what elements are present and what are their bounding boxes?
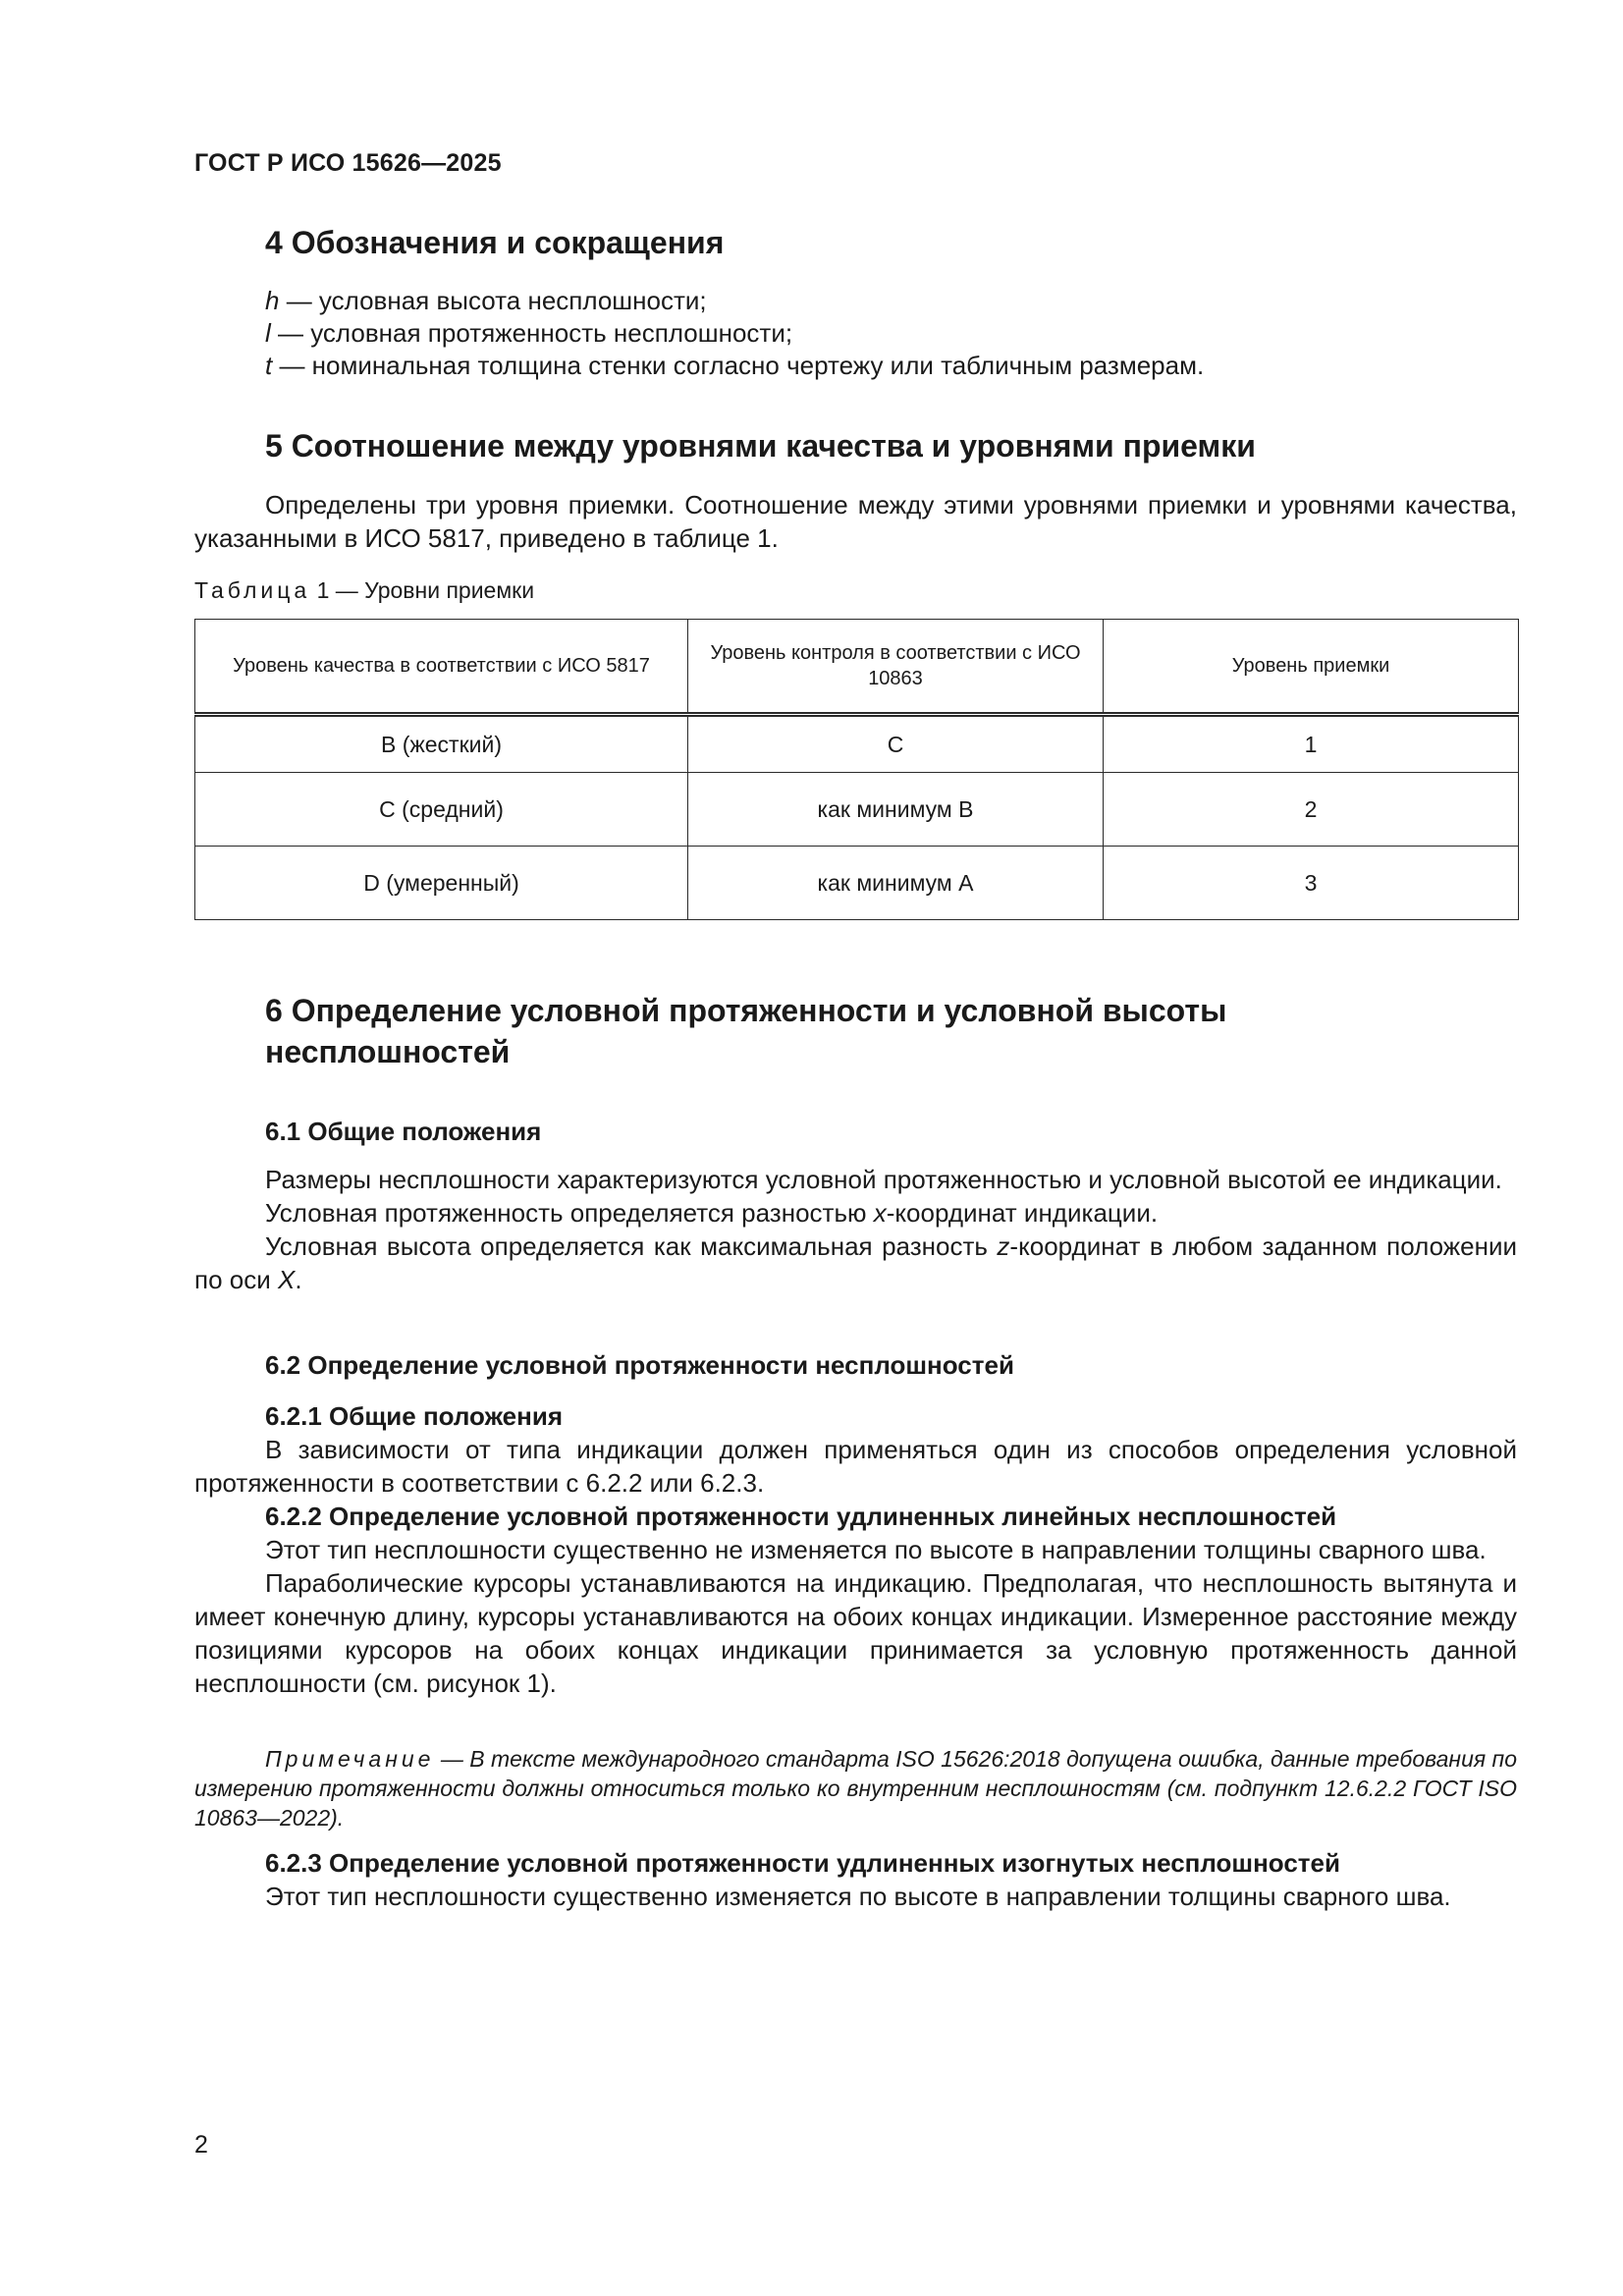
table-cell: 2 <box>1104 773 1519 847</box>
subsection-6-2-1-paragraph: В зависимости от типа индикации должен применяться один из способов определения условной протяженности в соответствии с 6.2.2 или 6.2.3. <box>194 1435 1517 1498</box>
subsection-6-1-body <box>194 1163 1517 1296</box>
paragraph: Этот тип несплошности существенно не изменяется по высоте в направлении толщины сварного шва. <box>265 1535 1487 1564</box>
section-5-title: 5 Соотношение между уровнями качества и уровнями приемки <box>265 428 1256 464</box>
document-code: ГОСТ Р ИСО 15626—2025 <box>194 149 502 177</box>
table-cell: С <box>688 715 1104 773</box>
note-text: — В тексте международного стандарта ISO 15626:2018 допущена ошибка, данные требования по измерению протяженности должны относиться только ко внутренним несплошностям (см. подпункт 12.6.2.2 ГОСТ ISO 10863—2022). <box>194 1746 1517 1831</box>
symbols-list <box>265 285 1204 382</box>
symbol-item <box>265 317 1204 350</box>
table-cell: 3 <box>1104 847 1519 920</box>
table-cell: D (умеренный) <box>195 847 688 920</box>
page-number: 2 <box>194 2131 208 2159</box>
paragraph <box>194 1196 1517 1230</box>
table-cell: как минимум А <box>688 847 1104 920</box>
table-caption-text: 1 — Уровни приемки <box>310 577 535 603</box>
table-header-cell: Уровень качества в соответствии с ИСО 5817 <box>195 620 688 715</box>
symbol-item <box>265 350 1204 382</box>
variable-z: z <box>997 1231 1010 1261</box>
section-6-title-line2: несплошностей <box>265 1034 511 1069</box>
subsection-6-2-2-body <box>194 1533 1517 1700</box>
paragraph: Параболические курсоры устанавливаются на индикацию. Предполагая, что несплошность вытянута и имеет конечную длину, курсоры устанавливаются на обоих концах индикации. Измеренное расстояние между позициями курсоров на обоих концах индикации принимается за условную протяженность данной несплошности (см. рисунок 1). <box>194 1568 1517 1698</box>
text-fragment: Условная протяженность определяется разностью <box>265 1198 874 1228</box>
variable-x: x <box>873 1198 887 1228</box>
note-label: Примечание <box>265 1746 435 1772</box>
table-caption-label: Таблица <box>194 577 311 603</box>
table-cell: 1 <box>1104 715 1519 773</box>
note <box>194 1744 1517 1832</box>
paragraph: Размеры несплошности характеризуются условной протяженностью и условной высотой ее индикации. <box>265 1165 1502 1194</box>
symbol-text: — условная протяженность несплошности; <box>270 318 793 348</box>
subsection-6-2-3-paragraph: Этот тип несплошности существенно изменяется по высоте в направлении толщины сварного шва. <box>265 1882 1451 1911</box>
symbol-text: — условная высота несплошности; <box>279 286 707 315</box>
section-6-title-line1: 6 Определение условной протяженности и условной высоты <box>265 993 1227 1028</box>
text-fragment: . <box>295 1265 302 1294</box>
subsection-6-1-title: 6.1 Общие положения <box>265 1117 542 1146</box>
subsection-6-2-1-title: 6.2.1 Общие положения <box>265 1401 563 1431</box>
text-fragment: Условная высота определяется как максимальная разность <box>265 1231 998 1261</box>
table-header-cell: Уровень контроля в соответствии с ИСО 10863 <box>688 620 1104 715</box>
table-header-row <box>195 620 1519 715</box>
section-4-title: 4 Обозначения и сокращения <box>265 225 725 260</box>
subsection-6-2-2-title: 6.2.2 Определение условной протяженности удлиненных линейных несплошностей <box>265 1502 1337 1531</box>
paragraph <box>194 1230 1517 1296</box>
symbol-text: — номинальная толщина стенки согласно чертежу или табличным размерам. <box>272 351 1205 380</box>
text-fragment: -координат в любом заданном положении по оси <box>194 1231 1517 1294</box>
variable-X: X <box>277 1265 296 1294</box>
symbol-t: t <box>265 351 273 380</box>
subsection-6-2-3-title: 6.2.3 Определение условной протяженности удлиненных изогнутых несплошностей <box>265 1848 1340 1878</box>
table-caption <box>194 577 534 604</box>
table-cell: B (жесткий) <box>195 715 688 773</box>
table-row <box>195 847 1519 920</box>
symbol-l: l <box>265 318 271 348</box>
section-5-paragraph: Определены три уровня приемки. Соотношение между этими уровнями приемки и уровнями качества, указанными в ИСО 5817, приведено в таблице 1. <box>194 490 1517 553</box>
table-header-cell: Уровень приемки <box>1104 620 1519 715</box>
text-fragment: -координат индикации. <box>886 1198 1159 1228</box>
table-cell: С (средний) <box>195 773 688 847</box>
symbol-item <box>265 285 1204 317</box>
table-row <box>195 715 1519 773</box>
section-6-title <box>265 990 1226 1072</box>
subsection-6-2-title: 6.2 Определение условной протяженности несплошностей <box>265 1350 1014 1380</box>
table-cell: как минимум В <box>688 773 1104 847</box>
table-row <box>195 773 1519 847</box>
symbol-h: h <box>265 286 280 315</box>
acceptance-levels-table <box>194 619 1519 920</box>
